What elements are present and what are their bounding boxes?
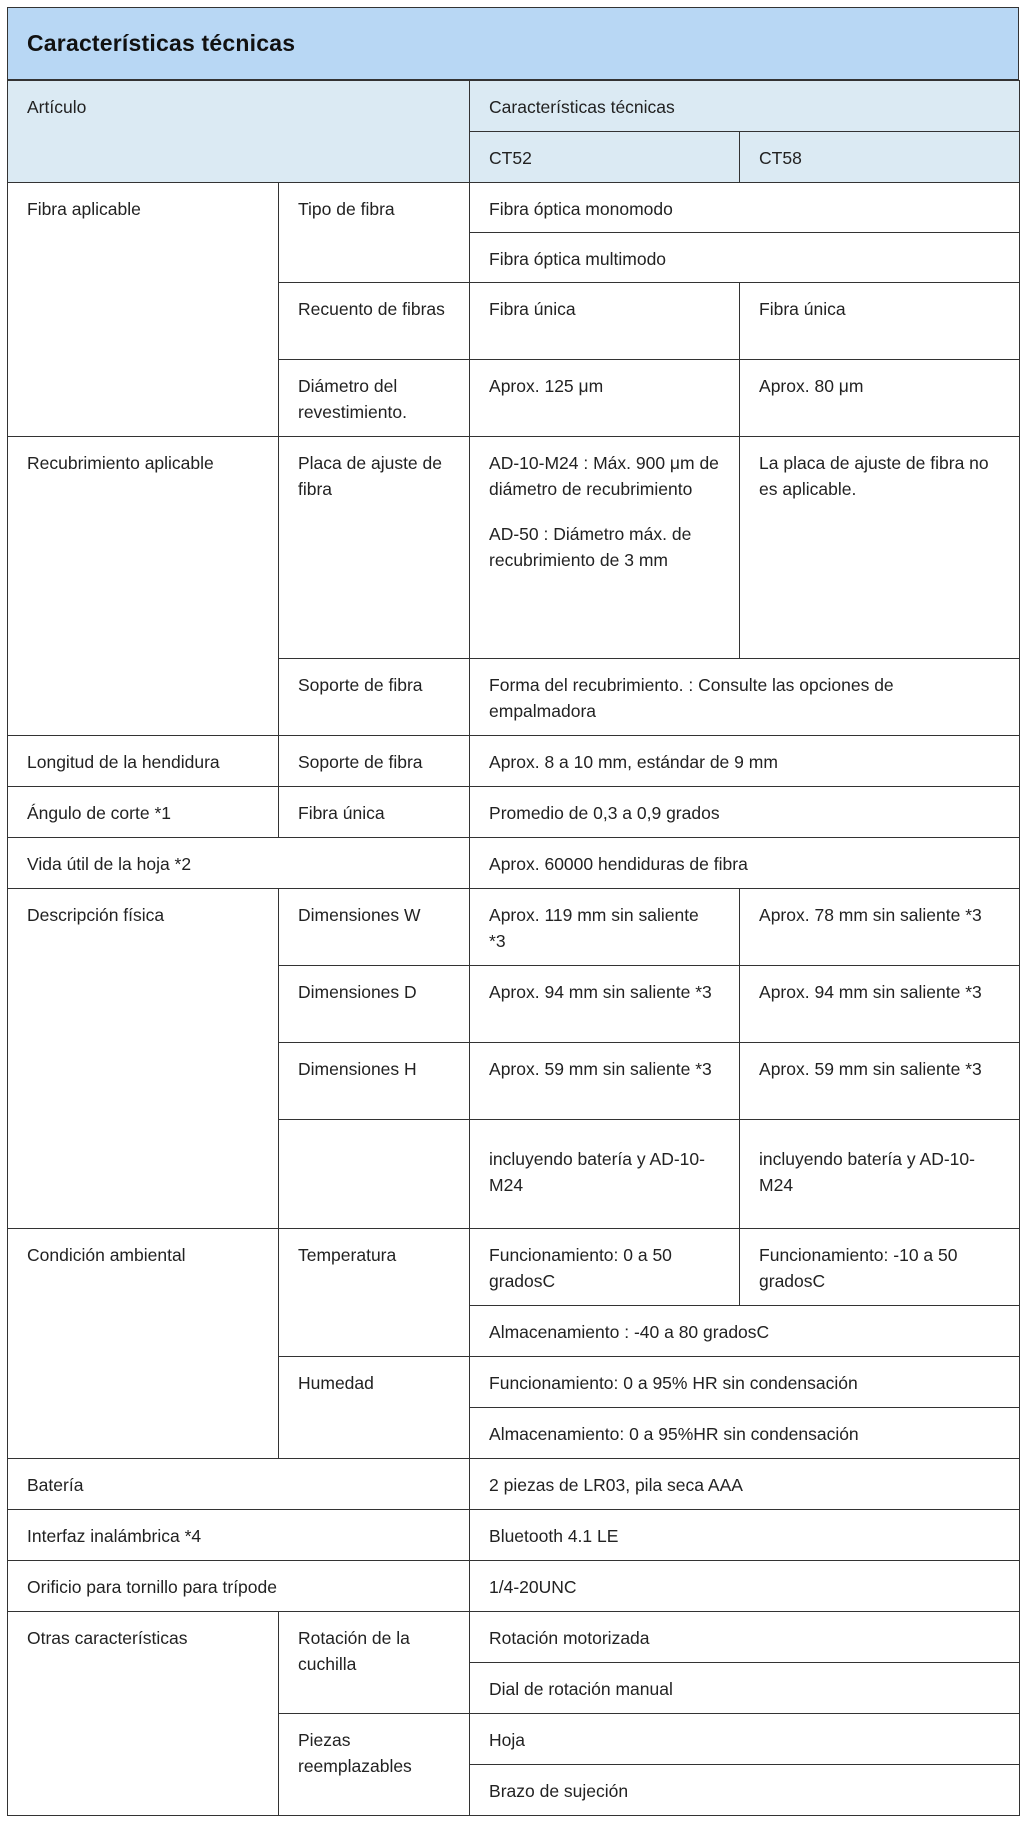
- cell-dim-d-ct58: Aprox. 94 mm sin saliente *3: [740, 966, 1020, 1043]
- table-row: [8, 437, 1020, 659]
- header-model-ct52: CT52: [470, 132, 740, 183]
- specs-table: [7, 80, 1020, 1816]
- header-item: Artículo: [8, 81, 470, 183]
- table-row: [8, 889, 1020, 966]
- cell-soporte: Soporte de fibra: [279, 659, 470, 736]
- table-row: [8, 1510, 1020, 1561]
- title-bar: [7, 7, 1019, 80]
- table-row: [8, 1612, 1020, 1663]
- cell-peso-label: [279, 1120, 470, 1229]
- cell-hum-alm: Almacenamiento: 0 a 95%HR sin condensación: [470, 1408, 1020, 1459]
- cell-dim-h-ct52: Aprox. 59 mm sin saliente *3: [470, 1043, 740, 1120]
- table-row: [8, 1561, 1020, 1612]
- cell-temperatura: Temperatura: [279, 1229, 470, 1357]
- cell-dim-d: Dimensiones D: [279, 966, 470, 1043]
- cell-dim-d-ct52: Aprox. 94 mm sin saliente *3: [470, 966, 740, 1043]
- cell-tipo-de-fibra: Tipo de fibra: [279, 183, 470, 283]
- cell-interfaz-val: Bluetooth 4.1 LE: [470, 1510, 1020, 1561]
- cell-pieza-brazo: Brazo de sujeción: [470, 1765, 1020, 1816]
- cell-recubrimiento: Recubrimiento aplicable: [8, 437, 279, 736]
- cell-fisica: Descripción física: [8, 889, 279, 1229]
- cell-rot-manual: Dial de rotación manual: [470, 1663, 1020, 1714]
- cell-diametro: Diámetro del revestimiento.: [279, 360, 470, 437]
- placa-ct52-line-b: AD-50 : Diámetro máx. de recubrimiento de 3 mm: [489, 524, 692, 570]
- cell-temp-ct58: Funcionamiento: -10 a 50 gradosC: [740, 1229, 1020, 1306]
- cell-dim-w-ct58: Aprox. 78 mm sin saliente *3: [740, 889, 1020, 966]
- cell-dim-h: Dimensiones H: [279, 1043, 470, 1120]
- cell-soporte-val: Forma del recubrimiento. : Consulte las opciones de empalmadora: [470, 659, 1020, 736]
- cell-angulo-val: Promedio de 0,3 a 0,9 grados: [470, 787, 1020, 838]
- table-row: [8, 838, 1020, 889]
- cell-multimodo: Fibra óptica multimodo: [470, 233, 1020, 283]
- cell-vida: Vida útil de la hoja *2: [8, 838, 470, 889]
- cell-dim-w: Dimensiones W: [279, 889, 470, 966]
- cell-otras: Otras características: [8, 1612, 279, 1816]
- cell-dim-h-ct58: Aprox. 59 mm sin saliente *3: [740, 1043, 1020, 1120]
- cell-peso-ct58: incluyendo batería y AD-10-M24: [740, 1120, 1020, 1229]
- cell-placa: Placa de ajuste de fibra: [279, 437, 470, 659]
- cell-rotacion: Rotación de la cuchilla: [279, 1612, 470, 1714]
- page-title: Características técnicas: [27, 30, 296, 56]
- cell-temp-ct52: Funcionamiento: 0 a 50 gradosC: [470, 1229, 740, 1306]
- cell-humedad: Humedad: [279, 1357, 470, 1459]
- cell-orificio: Orificio para tornillo para trípode: [8, 1561, 470, 1612]
- cell-recuento-ct52: Fibra única: [470, 283, 740, 360]
- placa-ct52-line-a: AD-10-M24 : Máx. 900 μm de diámetro de recubrimiento: [489, 453, 719, 499]
- cell-longitud-sub: Soporte de fibra: [279, 736, 470, 787]
- cell-vida-val: Aprox. 60000 hendiduras de fibra: [470, 838, 1020, 889]
- cell-hum-func: Funcionamiento: 0 a 95% HR sin condensación: [470, 1357, 1020, 1408]
- table-row: [8, 1459, 1020, 1510]
- cell-longitud-val: Aprox. 8 a 10 mm, estándar de 9 mm: [470, 736, 1020, 787]
- cell-peso-ct52: incluyendo batería y AD-10-M24: [470, 1120, 740, 1229]
- table-row: [8, 736, 1020, 787]
- cell-ambiental: Condición ambiental: [8, 1229, 279, 1459]
- cell-piezas: Piezas reemplazables: [279, 1714, 470, 1816]
- cell-angulo: Ángulo de corte *1: [8, 787, 279, 838]
- cell-placa-ct58: La placa de ajuste de fibra no es aplicable.: [740, 437, 1020, 659]
- cell-bateria: Batería: [8, 1459, 470, 1510]
- cell-recuento-ct58: Fibra única: [740, 283, 1020, 360]
- cell-dim-w-ct52: Aprox. 119 mm sin saliente *3: [470, 889, 740, 966]
- spec-sheet: [7, 7, 1019, 1816]
- table-row: [8, 787, 1020, 838]
- cell-recuento: Recuento de fibras: [279, 283, 470, 360]
- cell-diametro-ct58: Aprox. 80 μm: [740, 360, 1020, 437]
- header-row: [8, 81, 1020, 132]
- cell-interfaz: Interfaz inalámbrica *4: [8, 1510, 470, 1561]
- cell-monomodo: Fibra óptica monomodo: [470, 183, 1020, 233]
- cell-orificio-val: 1/4-20UNC: [470, 1561, 1020, 1612]
- cell-bateria-val: 2 piezas de LR03, pila seca AAA: [470, 1459, 1020, 1510]
- cell-angulo-sub: Fibra única: [279, 787, 470, 838]
- cell-fibra-aplicable: Fibra aplicable: [8, 183, 279, 437]
- cell-rot-motor: Rotación motorizada: [470, 1612, 1020, 1663]
- cell-placa-ct52: [470, 437, 740, 659]
- cell-almacen-temp: Almacenamiento : -40 a 80 gradosC: [470, 1306, 1020, 1357]
- table-row: [8, 1229, 1020, 1306]
- table-row: [8, 183, 1020, 233]
- cell-longitud: Longitud de la hendidura: [8, 736, 279, 787]
- header-model-ct58: CT58: [740, 132, 1020, 183]
- cell-pieza-hoja: Hoja: [470, 1714, 1020, 1765]
- cell-diametro-ct52: Aprox. 125 μm: [470, 360, 740, 437]
- header-specs: Características técnicas: [470, 81, 1020, 132]
